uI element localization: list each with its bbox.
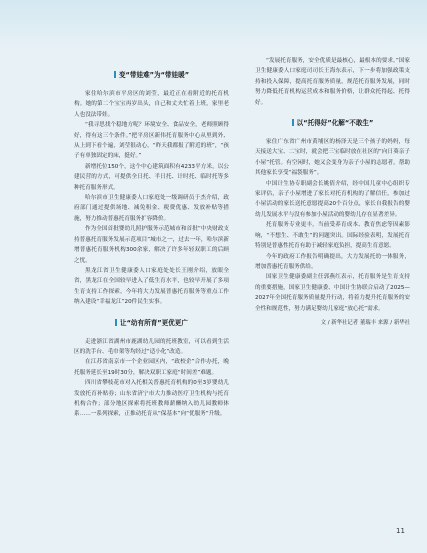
paragraph: 家住广东省广州市黄埔区的杨泽天是三个孩子的妈妈，每天接送大宝、二宝时，就会把三宝临时放在社区的“向日葵亲子小屋”托管。有空闲时，她又会变身为亲子小屋的志愿者，帮助其他家长享受“福袋服务”。 <box>255 139 410 177</box>
paragraph: 今年的政府工作报告明确提出，大力发展托幼一体服务，增加普惠托育服务供给。 <box>255 253 410 270</box>
paragraph: “发展托育服务，安全优质是最核心，最根本的要求。”国家卫生健康委人口家庭司司长王海东表示，下一步将加强政策支持和投入保障，提高托育服务质量，规范托育服务发展，同时努力降低托育机构运营成本和服务价格，让群众托得起、托得好。 <box>255 58 410 106</box>
paragraph: 家住哈尔滨市平房区的刘莹，最近正在看附近的托育机构。她的第二个宝宝再岁出头，自己和丈夫忙着上班，家里老人也没法带娃。 <box>74 91 229 118</box>
section-heading-2: 让“幼有所育”更优更广 <box>74 318 229 329</box>
paragraph: 在江苏省南京市一个企业园区内，“政校企”合作办托，晚托服务延长至19时30分，解决双职工家庭“时间差”难题。 <box>74 359 229 376</box>
left-column <box>74 56 229 420</box>
heading-marker-icon <box>114 71 116 78</box>
section-heading-3: 以“托得好”化解“不敢生” <box>255 118 410 129</box>
right-column <box>255 56 410 328</box>
paragraph: 中国计生协专职副会长姚倩介绍，经中国儿童中心组织专家评估，亲子小屋增进了家长对托育机构的了解信任，参加过小屋活动的家长送托意愿提高20个百分点，家长自我报告的婴幼儿发展水平与没有参加小屋活动的婴幼儿存在显著差异。 <box>255 180 410 218</box>
paragraph: 托育服务专业更丰，当前受养育成本、教育焦虑等因素影响，“不想生、不敢生”的问题突出。国际经验表明，发展托育特别是普惠性托育有助于减轻家庭负担，提高生育意愿。 <box>255 222 410 250</box>
paragraph: 国家卫生健康委副主任郭燕红表示，托育服务是生育支持的重要措施，国家卫生健康委、中国计生协联合启动了2025—2027年全国托育服务质量提升行动，将着力提升托育服务的安全性和规范性，努力满足婴幼儿家庭“放心托”需求。 <box>255 274 410 312</box>
top-decorative-band <box>0 0 427 50</box>
heading-marker-icon <box>292 119 294 126</box>
paragraph: 走进浙江省湖州市鹿湖幼儿园的托班教室，可以看到生活区的洗手台、毛巾架等均经过“适小化”改造。 <box>74 338 229 355</box>
byline-credit: 文 / 新华社记者 董瑞丰 来源 / 新华社 <box>320 319 410 326</box>
paragraph: 哈尔滨市卫生健康委人口家庭处一级调研员于杰介绍，政府部门通过提供场地、减免租金、税费优惠、发放补贴等措施，努力推动普惠托育服务扩容降价。 <box>74 195 229 222</box>
section-heading-1: 变“带娃难”为“带娃暖” <box>74 70 229 81</box>
paragraph: 四川省攀枝花市对入托相关普惠托育机构的0至3岁婴幼儿发放托育补贴券；山东省济宁市大力推动医疗卫生机构与托育机构合作；部分地区探索将托班教师薪酬纳入幼儿园教师体系……一系列探索，正推动托育从“保基本”向“优服务”升级。 <box>74 380 229 418</box>
page-number: 11 <box>396 527 405 535</box>
paragraph: 新增托位150个，这个中心建筑面积有4233平方米，以公建民营的方式，可提供全日托、半日托、计时托、临时托等多种托育服务形式。 <box>74 163 229 191</box>
paragraph: “我寻思找个稳地方呢？环境安全、食品安全，老师照顾得好，得有这三个条件。”把平房区新伟托育服务中心从里到外、从上到下看个遍，刘莹很动心，“昨天我都报了附近的班”，“孩子有单独固定的床，挺好。” <box>74 122 229 160</box>
heading-marker-icon <box>115 319 117 326</box>
paragraph: 黑龙江省卫生健康委人口家庭处处长王刚介绍，放眼全省，黑龙江在全国较早进入了低生育水平，也较早开展了多项生育支持工作探索。今年将大力发展普惠托育服务等重点工作纳入建设“幸福龙江”20件民生实事。 <box>74 267 229 306</box>
paragraph: 作为全国首批婴幼儿照护服务示范城市和首批“中央财政支持普惠托育服务发展示范项目”城市之一，过去一年，哈尔滨新增普惠托育服务机构300余家，解决了许多年轻双职工的后顾之忧。 <box>74 226 229 264</box>
